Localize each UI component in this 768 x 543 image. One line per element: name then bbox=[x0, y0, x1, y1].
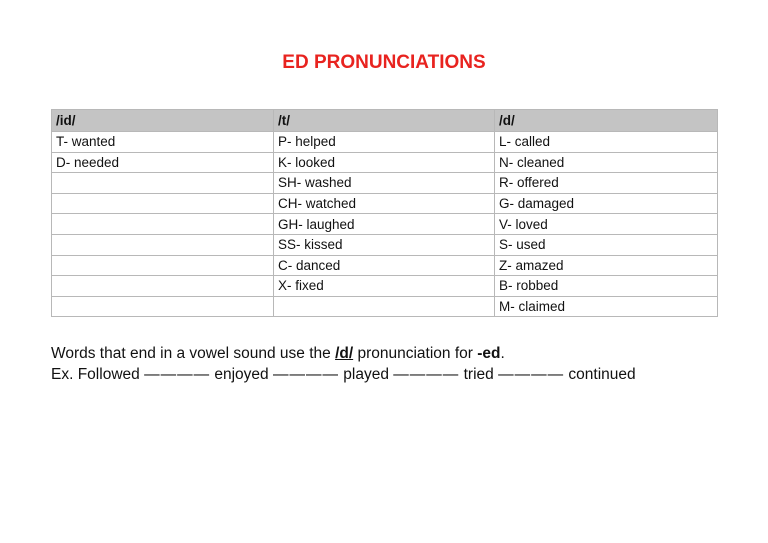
page-title: ED PRONUNCIATIONS bbox=[282, 52, 486, 73]
rule-sentence bbox=[51, 343, 636, 364]
column-header-id: /id/ bbox=[52, 110, 274, 132]
table-cell: SS- kissed bbox=[274, 234, 495, 255]
example-separator: ———— bbox=[393, 366, 460, 383]
example-word: Followed bbox=[77, 366, 140, 383]
example-separator: ———— bbox=[498, 366, 565, 383]
table-cell: B- robbed bbox=[495, 276, 718, 297]
table-cell bbox=[52, 255, 274, 276]
table-cell bbox=[52, 214, 274, 235]
table-cell bbox=[52, 173, 274, 194]
table-cell: GH- laughed bbox=[274, 214, 495, 235]
table-cell: X- fixed bbox=[274, 276, 495, 297]
table-row bbox=[52, 193, 718, 214]
table-cell bbox=[274, 296, 495, 317]
pronunciation-table bbox=[51, 109, 718, 317]
table-row bbox=[52, 255, 718, 276]
table-row bbox=[52, 296, 718, 317]
notes-section bbox=[51, 343, 636, 385]
example-separator: ———— bbox=[144, 366, 211, 383]
rule-end: . bbox=[500, 345, 505, 362]
table-cell: K- looked bbox=[274, 152, 495, 173]
table-row bbox=[52, 276, 718, 297]
table-cell: D- needed bbox=[52, 152, 274, 173]
example-word: tried bbox=[463, 366, 494, 383]
table-cell: Z- amazed bbox=[495, 255, 718, 276]
table-cell: R- offered bbox=[495, 173, 718, 194]
table-row bbox=[52, 152, 718, 173]
table-cell: P- helped bbox=[274, 132, 495, 153]
table-cell: C- danced bbox=[274, 255, 495, 276]
table-cell: SH- washed bbox=[274, 173, 495, 194]
table-cell bbox=[52, 234, 274, 255]
table-row bbox=[52, 234, 718, 255]
table-cell: L- called bbox=[495, 132, 718, 153]
example-word: enjoyed bbox=[214, 366, 269, 383]
table-cell bbox=[52, 276, 274, 297]
table-cell bbox=[52, 296, 274, 317]
example-word: played bbox=[343, 366, 389, 383]
rule-prefix: Words that end in a vowel sound use the bbox=[51, 345, 336, 362]
table-cell bbox=[52, 193, 274, 214]
rule-suffix: -ed bbox=[477, 345, 501, 362]
table-row bbox=[52, 173, 718, 194]
table-row bbox=[52, 132, 718, 153]
table-cell: V- loved bbox=[495, 214, 718, 235]
example-label: Ex. bbox=[51, 366, 74, 383]
table-cell: S- used bbox=[495, 234, 718, 255]
table-cell: N- cleaned bbox=[495, 152, 718, 173]
example-separator: ———— bbox=[272, 366, 339, 383]
table-header-row bbox=[52, 110, 718, 132]
table-cell: T- wanted bbox=[52, 132, 274, 153]
rule-middle: pronunciation for bbox=[353, 345, 478, 362]
example-word: continued bbox=[568, 366, 636, 383]
table-cell: G- damaged bbox=[495, 193, 718, 214]
column-header-d: /d/ bbox=[495, 110, 718, 132]
table-cell: CH- watched bbox=[274, 193, 495, 214]
table-row bbox=[52, 214, 718, 235]
example-sentence bbox=[51, 364, 636, 385]
rule-sound: /d/ bbox=[335, 345, 354, 362]
column-header-t: /t/ bbox=[274, 110, 495, 132]
table-cell: M- claimed bbox=[495, 296, 718, 317]
